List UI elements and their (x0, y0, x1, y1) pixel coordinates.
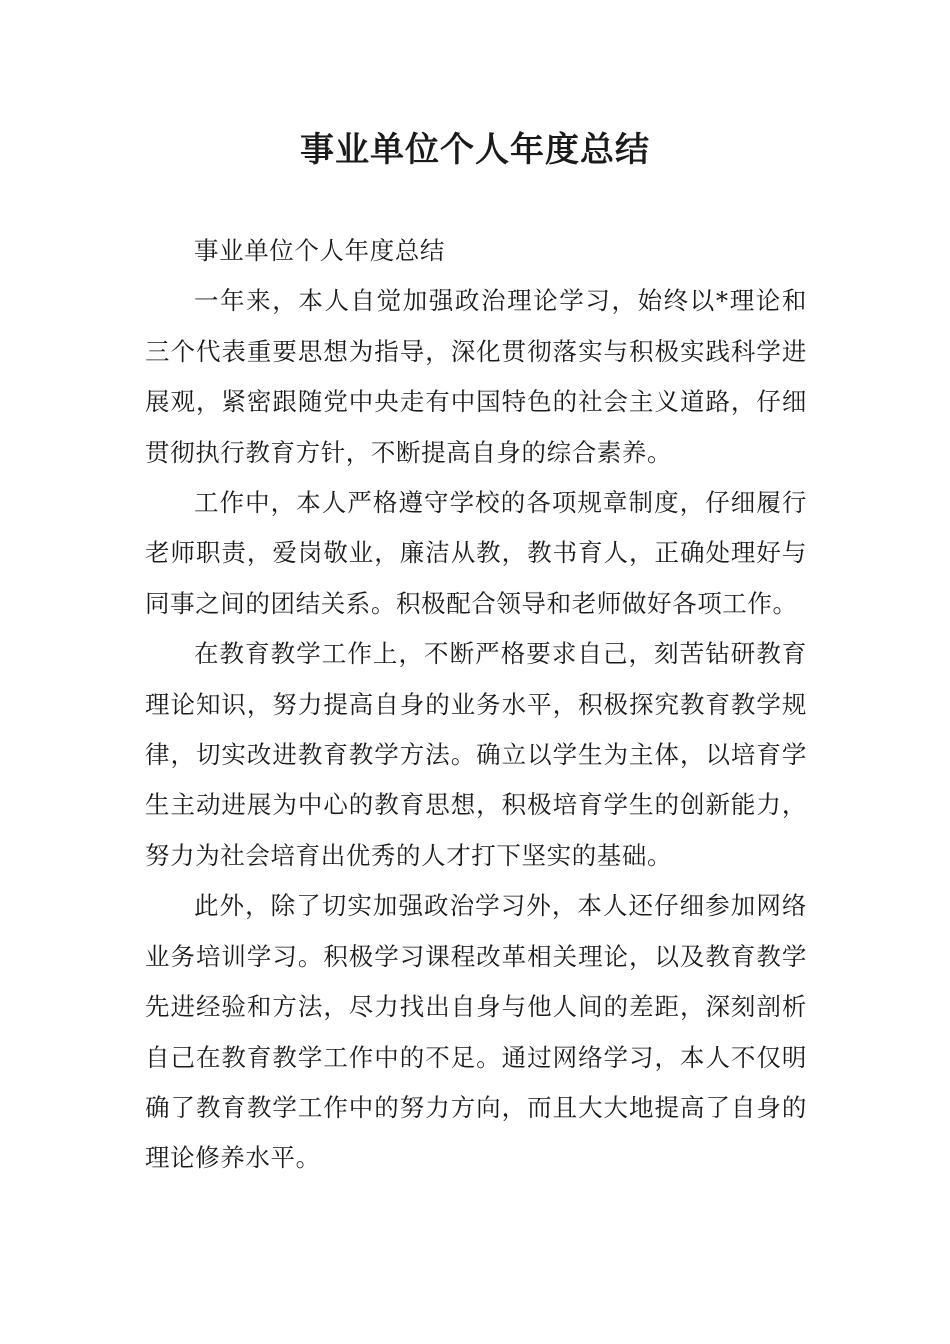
document-title: 事业单位个人年度总结 (300, 130, 650, 170)
paragraph-teaching: 在教育教学工作上，不断严格要求自己，刻苦钻研教育理论知识，努力提高自身的业务水平，积极探究教育教学规律，切实改进教育教学方法。确立以学生为主体，以培育学生主动进展为中心的教育思想，积极培育学生的创新能力，努力为社会培育出优秀的人才打下坚实的基础。 (145, 639, 807, 870)
document-body (145, 226, 807, 1184)
paragraph-training: 此外，除了切实加强政治学习外，本人还仔细参加网络业务培训学习。积极学习课程改革相关理论，以及教育教学先进经验和方法，尽力找出自身与他人间的差距，深刻剖析自己在教育教学工作中的不足。通过网络学习，本人不仅明确了教育教学工作中的努力方向，而且大大地提高了自身的理论修养水平。 (145, 891, 807, 1173)
paragraph-subtitle: 事业单位个人年度总结 (194, 236, 445, 265)
paragraph-political-study: 一年来，本人自觉加强政治理论学习，始终以*理论和三个代表重要思想为指导，深化贯彻落实与积极实践科学进展观，紧密跟随党中央走有中国特色的社会主义道路，仔细贯彻执行教育方针，不断提高自身的综合素养。 (145, 286, 807, 467)
paragraph-work-conduct: 工作中，本人严格遵守学校的各项规章制度，仔细履行老师职责，爱岗敬业，廉洁从教，教书育人，正确处理好与同事之间的团结关系。积极配合领导和老师做好各项工作。 (145, 488, 807, 618)
